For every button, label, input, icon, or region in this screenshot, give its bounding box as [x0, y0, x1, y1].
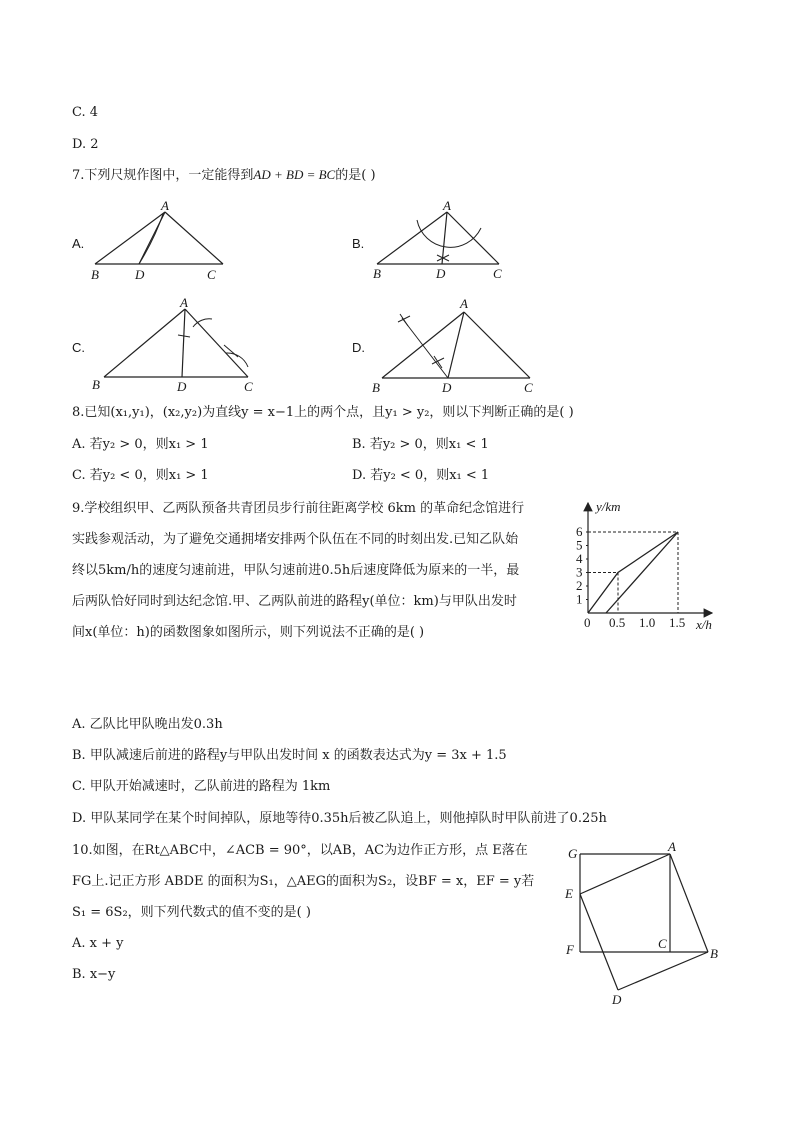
q8-option-a: A. 若y₂ > 0，则x₁ > 1 [72, 437, 209, 452]
q7-figure-c [88, 295, 263, 394]
label-g: G [568, 846, 578, 861]
label-a: A [180, 295, 188, 310]
q9-line-2: 实践参观活动，为了避免交通拥堵安排两个队伍在不同的时刻出发.已知乙队始 [72, 532, 519, 547]
label-b: B [91, 267, 99, 282]
q8-stem: 8.已知(x₁,y₁)，(x₂,y₂)为直线y = x−1上的两个点，且y₁ > y₂，则以下判断正确的是( ) [72, 405, 574, 420]
option-d-prev: D. 2 [72, 137, 99, 152]
label-a: A [460, 296, 468, 311]
label-c: C [244, 379, 253, 394]
label-c: C [493, 266, 502, 281]
series-line-2 [606, 532, 678, 613]
label-b: B [373, 266, 381, 281]
q7-option-c: C. [72, 340, 85, 355]
q7-stem: 7.下列尺规作图中，一定能得到AD + BD = BC的是( ) [72, 167, 376, 183]
q9-line-4: 后两队恰好同时到达纪念馆.甲、乙两队前进的路程y(单位：km)与甲队出发时 [72, 594, 517, 609]
x-tick-label: 0 [584, 615, 591, 630]
x-tick-label: 1.0 [639, 615, 656, 630]
label-c: C [658, 936, 667, 951]
q9-option-a: A. 乙队比甲队晚出发0.3h [72, 717, 223, 732]
label-a: A [668, 839, 676, 854]
label-d: D [612, 992, 622, 1007]
y-tick-label: 5 [576, 537, 583, 553]
x-axis-label: x/h [696, 617, 712, 632]
label-c: C [207, 267, 216, 282]
q10-line-2: FG上.记正方形 ABDE 的面积为S₁，△AEG的面积为S₂，设BF = x，EF = y若 [72, 874, 535, 889]
q10-figure [560, 840, 730, 1005]
q7-figure-b [365, 198, 515, 284]
label-b: B [710, 946, 718, 961]
label-d: D [177, 379, 187, 394]
y-tick-label: 2 [576, 578, 583, 593]
q8-option-b: B. 若y₂ > 0，则x₁ < 1 [352, 437, 489, 452]
q9-option-d: D. 甲队某同学在某个时间掉队，原地等待0.35h后被乙队追上，则他掉队时甲队前进了0.25h [72, 811, 607, 826]
x-tick-label: 1.5 [669, 615, 686, 630]
q8-option-d: D. 若y₂ < 0，则x₁ < 1 [352, 468, 490, 483]
label-d: D [442, 380, 452, 395]
label-e: E [565, 886, 573, 901]
q7-figure-d [368, 294, 543, 394]
series-line-1 [588, 532, 678, 613]
q7-option-a: A. [72, 236, 85, 251]
label-b: B [92, 377, 100, 392]
x-tick-label: 0.5 [609, 615, 626, 630]
label-a: A [161, 198, 169, 213]
y-tick-label: 1 [576, 591, 583, 607]
y-axis-label: y/km [596, 499, 621, 514]
q8-option-c: C. 若y₂ < 0，则x₁ > 1 [72, 468, 209, 483]
label-d: D [135, 267, 145, 282]
q9-function-graph [560, 495, 730, 635]
q9-line-5: 间x(单位：h)的函数图象如图所示，则下列说法不正确的是( ) [72, 625, 425, 640]
q7-option-b: B. [352, 236, 365, 251]
label-c: C [524, 380, 533, 395]
label-d: D [436, 266, 446, 281]
label-b: B [372, 380, 380, 395]
y-tick-label: 4 [576, 551, 583, 566]
q10-option-a: A. x + y [72, 936, 124, 951]
q7-figure-a [85, 200, 235, 284]
q7-option-d: D. [352, 340, 365, 355]
q10-line-3: S₁ = 6S₂，则下列代数式的值不变的是( ) [72, 905, 311, 920]
option-c-prev: C. 4 [72, 105, 99, 120]
y-tick-label: 3 [576, 564, 583, 580]
q9-option-b: B. 甲队减速后前进的路程y与甲队出发时间 x 的函数表达式为y = 3x + 1.5 [72, 748, 507, 763]
label-a: A [443, 198, 451, 213]
q9-line-1: 9.学校组织甲、乙两队预备共青团员步行前往距离学校 6km 的革命纪念馆进行 [72, 501, 525, 516]
q10-line-1: 10.如图，在Rt△ABC中，∠ACB = 90°，以AB，AC为边作正方形，点 E落在 [72, 843, 528, 858]
label-f: F [566, 942, 574, 957]
y-tick-label: 6 [576, 524, 583, 539]
q9-line-3: 终以5km/h的速度匀速前进，甲队匀速前进0.5h后速度降低为原来的一半，最 [72, 563, 520, 578]
q10-option-b: B. x−y [72, 967, 116, 982]
q9-option-c: C. 甲队开始减速时，乙队前进的路程为 1km [72, 779, 331, 794]
